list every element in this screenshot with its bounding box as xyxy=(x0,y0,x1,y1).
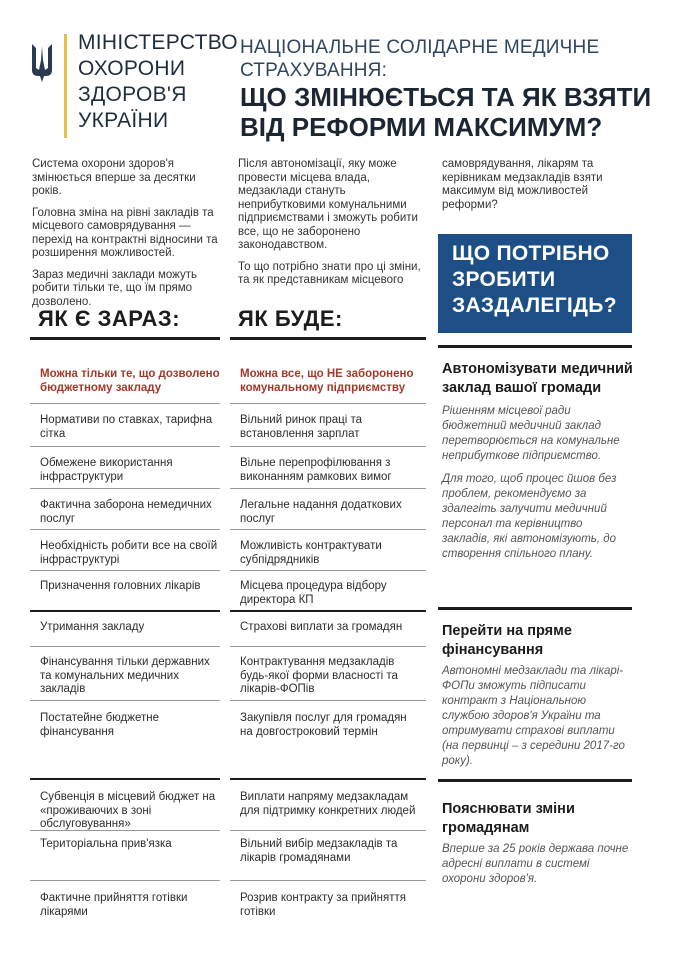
now-item: Нормативи по ставках, тарифна сітка xyxy=(40,414,213,440)
now-item: Призначення головних лікарів xyxy=(40,580,201,592)
row-separator xyxy=(230,646,426,647)
row-separator xyxy=(30,646,220,647)
will-item: Можливість контрактувати субпідрядників xyxy=(240,540,382,566)
action-title: Пояснювати зміни громадянам xyxy=(442,801,575,836)
page-title xyxy=(240,82,690,142)
now-item: Фактична заборона немедичних послуг xyxy=(40,499,212,525)
callout-line: ЩО ПОТРІБНО xyxy=(452,242,610,265)
ministry-line: ОХОРОНИ xyxy=(78,57,186,80)
intro-paragraph: самоврядування, лікарям та керівникам медзакладів взяти максимум від можливостей реформи? xyxy=(442,158,603,211)
will-item: Вільний ринок праці та встановлення зарплат xyxy=(240,414,363,440)
row-separator xyxy=(30,446,220,447)
action-rule xyxy=(438,779,632,782)
row-separator xyxy=(230,880,426,881)
will-item: Контрактування медзакладів будь-якої форми власності та лікарів-ФОПів xyxy=(240,656,398,695)
row-separator xyxy=(230,700,426,701)
callout-line: ЗАЗДАЛЕГІДЬ? xyxy=(452,294,617,317)
will-item: Вільний вибір медзакладів та лікарів громадянами xyxy=(240,838,398,864)
row-separator xyxy=(30,570,220,571)
will-item: Розрив контракту за прийняття готівки xyxy=(240,892,406,918)
row-separator xyxy=(30,529,220,530)
callout-box xyxy=(438,234,632,333)
subtitle-line: СТРАХУВАННЯ: xyxy=(240,60,388,81)
action-rule xyxy=(438,607,632,610)
now-heading: ЯК Є ЗАРАЗ: xyxy=(38,306,181,331)
now-item: Субвенція в місцевий бюджет на «проживаючих в зоні обслуговування» xyxy=(40,791,216,830)
now-item: Обмежене використання інфраструктури xyxy=(40,457,173,483)
intro-column-2 xyxy=(238,158,430,296)
title-line: ВІД РЕФОРМИ МАКСИМУМ? xyxy=(240,112,603,142)
coat-of-arms-icon xyxy=(30,40,54,84)
intro-column-1 xyxy=(32,158,228,317)
row-separator xyxy=(230,830,426,831)
action-paragraph: Вперше за 25 років держава почне адресні виплати в системі охорони здоров'я. xyxy=(442,843,629,885)
ministry-line: ЗДОРОВ'Я xyxy=(78,83,187,106)
row-separator xyxy=(230,529,426,530)
row-separator xyxy=(230,610,426,612)
ministry-logo-text xyxy=(78,30,238,134)
title-line: ЩО ЗМІНЮЄТЬСЯ ТА ЯК ВЗЯТИ xyxy=(240,82,652,112)
callout-line: ЗРОБИТИ xyxy=(452,268,556,291)
subtitle-line: НАЦІОНАЛЬНЕ СОЛІДАРНЕ МЕДИЧНЕ xyxy=(240,37,600,58)
will-item: Легальне надання додаткових послуг xyxy=(240,499,402,525)
now-lead: Можна тільки те, що дозволено бюджетному закладу xyxy=(40,368,220,394)
row-separator xyxy=(30,488,220,489)
intro-column-3 xyxy=(442,158,634,220)
intro-paragraph: Після автономізації, яку може провести місцева влада, медзаклади стануть неприбутковими комунальними підприємствами і зможуть робити все, що не заборонено законодавством. xyxy=(238,158,418,251)
will-item: Закупівля послуг для громадян на довгостроковий термін xyxy=(240,712,407,738)
intro-paragraph: Головна зміна на рівні закладів та місцевого самоврядування — перехід на контрактні відносини та розширення можливостей. xyxy=(32,206,218,259)
header-divider xyxy=(64,34,67,138)
intro-paragraph: То що потрібно знати про ці зміни, та як представникам місцевого xyxy=(238,260,421,286)
action-body xyxy=(442,842,630,895)
will-heading: ЯК БУДЕ: xyxy=(238,306,343,331)
now-item: Необхідність робити все на своїй інфраструктурі xyxy=(40,540,218,566)
intro-paragraph: Зараз медичні заклади можуть робити тільки те, що їм прямо дозволено. xyxy=(32,268,198,308)
row-separator xyxy=(230,403,426,404)
action-body xyxy=(442,404,630,570)
will-item: Виплати напряму медзакладам для підтримку конкретних людей xyxy=(240,791,416,817)
row-separator xyxy=(30,403,220,404)
action-body xyxy=(442,664,630,777)
row-separator xyxy=(230,488,426,489)
now-item: Постатейне бюджетне фінансування xyxy=(40,712,159,738)
row-separator xyxy=(30,880,220,881)
row-separator xyxy=(230,446,426,447)
row-separator xyxy=(30,700,220,701)
ministry-line: МІНІСТЕРСТВО xyxy=(78,31,238,54)
now-item: Фактичне прийняття готівки лікарями xyxy=(40,892,188,918)
page-subtitle xyxy=(240,36,680,82)
now-item: Утримання закладу xyxy=(40,621,145,633)
action-title: Автономізувати медичний заклад вашої громади xyxy=(442,361,633,396)
action-paragraph: Рішенням місцевої ради бюджетний медичний заклад перетворюється на комунальне неприбуткове підприємство. xyxy=(442,405,620,462)
row-separator xyxy=(230,570,426,571)
will-item: Місцева процедура відбору директора КП xyxy=(240,580,387,606)
now-item: Територіальна прив'язка xyxy=(40,838,172,850)
now-heading-rule xyxy=(30,337,220,340)
ministry-line: УКРАЇНИ xyxy=(78,109,169,132)
intro-paragraph: Система охорони здоров'я змінюється вперше за десятки років. xyxy=(32,158,196,197)
will-lead: Можна все, що НЕ заборонено комунальному підприємству xyxy=(240,368,414,394)
row-separator xyxy=(30,778,220,780)
will-item: Страхові виплати за громадян xyxy=(240,621,403,633)
action-title: Перейти на пряме фінансування xyxy=(442,623,572,658)
now-item: Фінансування тільки державних та комунальних медичних закладів xyxy=(40,656,210,695)
will-item: Вільне перепрофілювання з виконанням рамкових вимог xyxy=(240,457,392,483)
row-separator xyxy=(30,610,220,612)
action-paragraph: Для того, щоб процес йшов без проблем, рекомендуємо за здалегіть залучити медичний персонал та керівництво закладів, які автономізують, до створення спільного плану. xyxy=(442,473,617,560)
row-separator xyxy=(230,778,426,780)
action-paragraph: Автономні медзаклади та лікарі-ФОПи зможуть підписати контракт з Національною службою здоров'я України та отримувати страхові виплати (на первинці – з середини 2017-го року). xyxy=(442,665,625,767)
will-heading-rule xyxy=(230,337,426,340)
action-rule xyxy=(438,345,632,348)
